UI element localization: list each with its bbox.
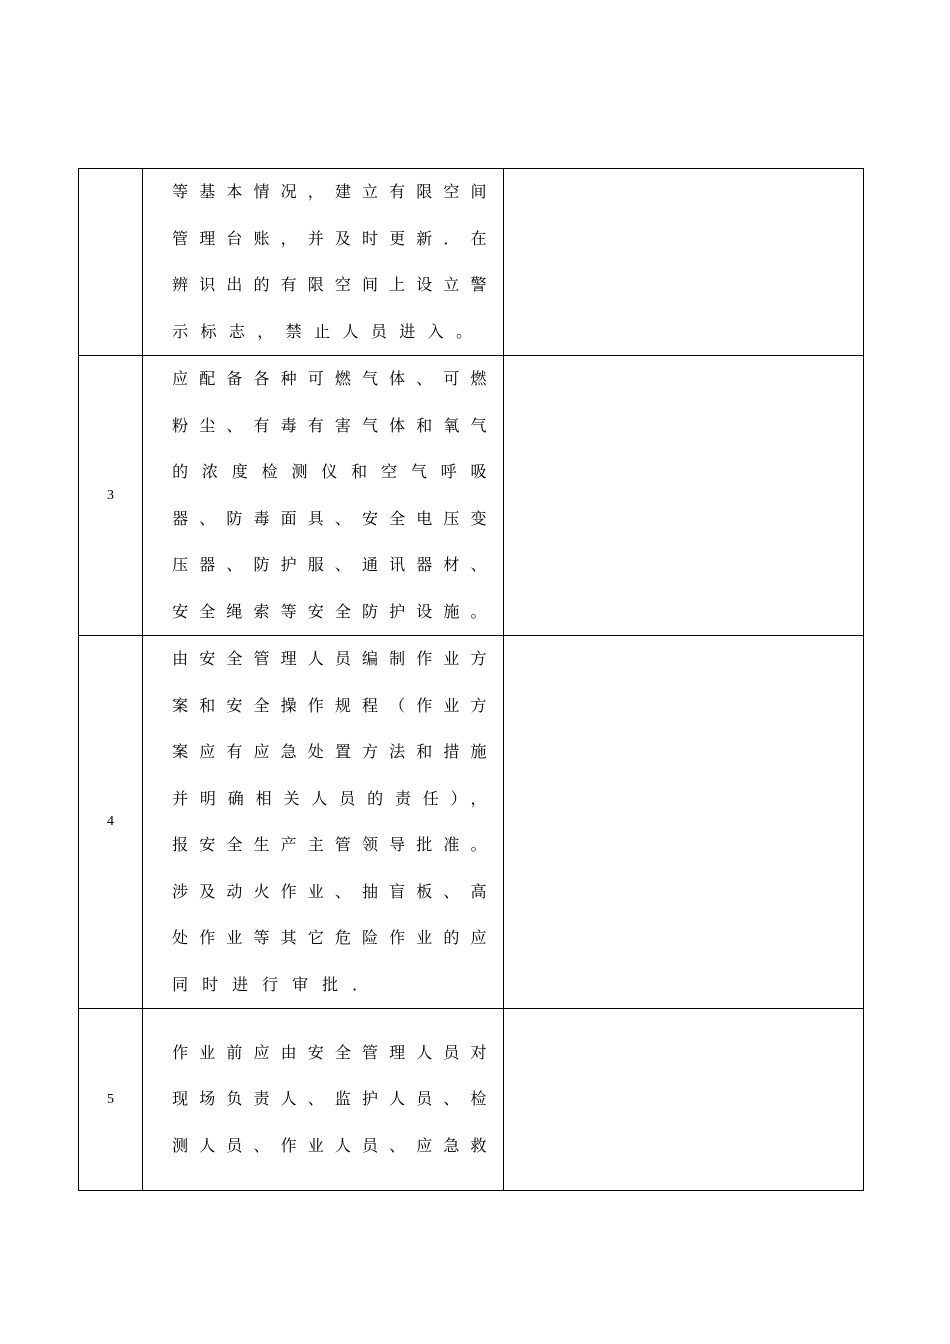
text-line: 器、防毒面具、安全电压变 [172, 508, 487, 528]
text-line: 安全绳索等安全防护设施。 [172, 601, 487, 621]
text-line: 案应有应急处置方法和措施 [172, 742, 487, 761]
text-line: 等基本情况，建立有限空间 [172, 182, 487, 201]
text-line: 涉及动火作业、抽盲板、高 [172, 881, 487, 901]
text-line: 同时进行审批． [172, 974, 383, 994]
row-number [79, 169, 143, 356]
note-cell [503, 1009, 863, 1191]
note-cell [503, 636, 863, 1009]
requirement-text [143, 356, 503, 636]
requirement-text [143, 636, 503, 1009]
text-line: 报安全生产主管领导批准。 [172, 835, 487, 854]
note-cell [503, 356, 863, 636]
text-line: 压器、防护服、通讯器材、 [172, 555, 487, 574]
note-cell [503, 169, 863, 356]
text-line: 粉尘、有毒有害气体和氧气 [172, 415, 487, 435]
row-number: 3 [79, 356, 143, 636]
row-number: 4 [79, 636, 143, 1009]
text-line: 应配备各种可燃气体、可燃 [172, 369, 487, 388]
text-line: 的浓度检测仪和空气呼吸 [172, 462, 487, 481]
row-number: 5 [79, 1009, 143, 1191]
table-row [79, 1009, 864, 1191]
requirement-text [143, 169, 503, 356]
text-line: 处作业等其它危险作业的应 [172, 928, 487, 947]
requirements-table [78, 168, 864, 1191]
text-line: 作业前应由安全管理人员对 [172, 1042, 487, 1062]
text-line: 案和安全操作规程（作业方 [172, 695, 487, 715]
text-line: 管理台账，并及时更新．在 [172, 228, 487, 248]
requirement-text [143, 1009, 503, 1191]
text-line: 示标志，禁止人员进入。 [172, 321, 485, 341]
table-row [79, 356, 864, 636]
text-line: 测人员、作业人员、应急救 [172, 1135, 487, 1155]
table-row [79, 636, 864, 1009]
table-row [79, 169, 864, 356]
text-line: 由安全管理人员编制作业方 [172, 649, 487, 668]
text-line: 现场负责人、监护人员、检 [172, 1089, 487, 1109]
text-line: 辨识出的有限空间上设立警 [172, 275, 487, 294]
text-line: 并明确相关人员的责任）， [172, 788, 487, 808]
